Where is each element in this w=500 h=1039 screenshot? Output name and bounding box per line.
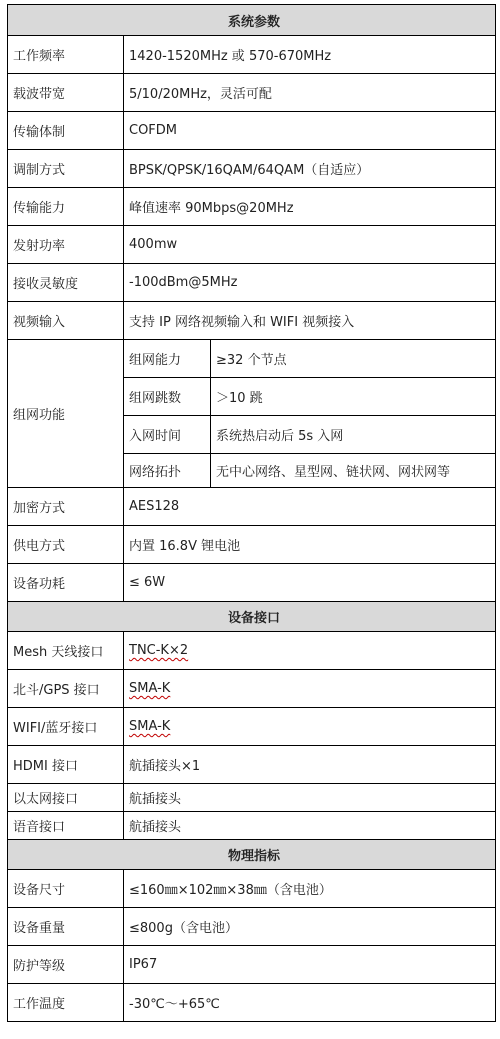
sub-row-label: 网络拓扑 [124,454,211,488]
sub-row-label: 入网时间 [124,416,211,454]
table-row [8,870,496,908]
table-row [8,946,496,984]
row-value: BPSK/QPSK/16QAM/64QAM（自适应） [124,150,496,188]
table-row [8,526,496,564]
row-label: 以太网接口 [8,784,124,812]
row-label: 加密方式 [8,488,124,526]
table-row [8,36,496,74]
table-row [8,74,496,112]
sub-row-label: 组网跳数 [124,378,211,416]
row-label: 传输体制 [8,112,124,150]
row-value: 400mw [124,226,496,264]
row-value-text: SMA-K [129,681,171,696]
sub-row-value: ≥32 个节点 [211,340,496,378]
row-value [124,670,496,708]
row-label: 北斗/GPS 接口 [8,670,124,708]
table-row [8,784,496,812]
table-row [8,564,496,602]
section-header-row [8,840,496,870]
table-row [8,226,496,264]
row-value: 航插接头 [124,784,496,812]
table-row [8,812,496,840]
row-value [124,708,496,746]
row-value: 1420-1520MHz 或 570-670MHz [124,36,496,74]
sub-row-label: 组网能力 [124,340,211,378]
row-value: -30℃～+65℃ [124,984,496,1022]
table-row [8,340,496,378]
row-label: 接收灵敏度 [8,264,124,302]
row-label: 视频输入 [8,302,124,340]
sub-row-value: 系统热启动后 5s 入网 [211,416,496,454]
row-label: 载波带宽 [8,74,124,112]
row-label: WIFI/蓝牙接口 [8,708,124,746]
row-label: 设备尺寸 [8,870,124,908]
row-value-text: SMA-K [129,719,171,734]
sub-row-value: ＞10 跳 [211,378,496,416]
row-label: 设备重量 [8,908,124,946]
row-value: ≤ 6W [124,564,496,602]
table-row [8,150,496,188]
row-value: -100dBm@5MHz [124,264,496,302]
row-value: 内置 16.8V 锂电池 [124,526,496,564]
row-value: ≤800g（含电池） [124,908,496,946]
row-value: IP67 [124,946,496,984]
table-row [8,302,496,340]
row-label: HDMI 接口 [8,746,124,784]
row-label: 设备功耗 [8,564,124,602]
table-row [8,984,496,1022]
row-label: Mesh 天线接口 [8,632,124,670]
table-row [8,264,496,302]
table-row [8,670,496,708]
row-value-text: TNC-K×2 [129,643,189,658]
section-title-physical: 物理指标 [8,840,496,870]
table-row [8,708,496,746]
section-title-interfaces: 设备接口 [8,602,496,632]
sub-row-value: 无中心网络、星型网、链状网、网状网等 [211,454,496,488]
section-header-row [8,602,496,632]
table-row [8,488,496,526]
row-label: 防护等级 [8,946,124,984]
row-value: ≤160㎜×102㎜×38㎜（含电池） [124,870,496,908]
table-row [8,908,496,946]
row-value [124,632,496,670]
row-value: 峰值速率 90Mbps@20MHz [124,188,496,226]
row-label: 传输能力 [8,188,124,226]
table-row [8,112,496,150]
row-label: 工作温度 [8,984,124,1022]
row-label-network: 组网功能 [8,340,124,488]
table-row [8,632,496,670]
row-label: 调制方式 [8,150,124,188]
row-label: 供电方式 [8,526,124,564]
spec-table [7,4,496,1022]
row-value: COFDM [124,112,496,150]
row-value: 支持 IP 网络视频输入和 WIFI 视频接入 [124,302,496,340]
section-title-system: 系统参数 [8,5,496,36]
row-value: 5/10/20MHz，灵活可配 [124,74,496,112]
row-label: 工作频率 [8,36,124,74]
table-row [8,188,496,226]
table-row [8,746,496,784]
row-value: 航插接头 [124,812,496,840]
row-label: 语音接口 [8,812,124,840]
row-value: 航插接头×1 [124,746,496,784]
row-value: AES128 [124,488,496,526]
section-header-row [8,5,496,36]
row-label: 发射功率 [8,226,124,264]
